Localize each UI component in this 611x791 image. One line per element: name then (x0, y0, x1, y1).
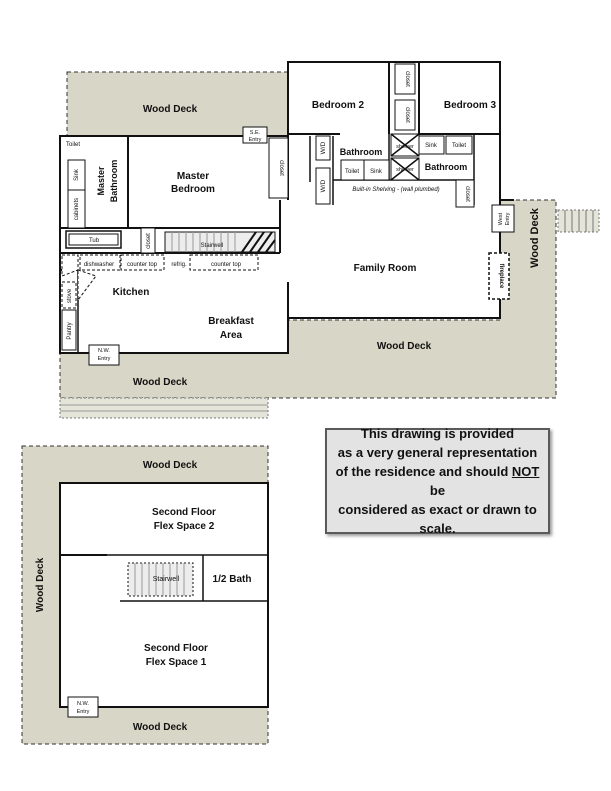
note-line-3-pre: of the residence and should (335, 464, 512, 479)
refrigerator-label: refrig. (171, 262, 187, 268)
tub-label: Tub (88, 238, 100, 244)
bedroom3-closet-label: closet (464, 186, 470, 202)
family-room-label: Family Room (353, 263, 417, 274)
stairwell-floor1 (165, 232, 275, 252)
kitchen-label: Kitchen (112, 287, 150, 298)
flex-space-2-label-1: Second Floor (152, 507, 216, 518)
counter-top-2-label: counter top (210, 262, 242, 268)
south-steps (60, 398, 268, 418)
floor2-wood-deck-bottom-label: Wood Deck (132, 722, 188, 733)
flex-space-2-label-2: Flex Space 2 (153, 521, 215, 532)
counter-top-1-label: counter top (126, 262, 158, 268)
master-bedroom-label-1: Master (176, 171, 210, 182)
disclaimer-note (325, 428, 550, 534)
stairwell-floor2-label: Stairwell (152, 576, 180, 583)
floor2-walls (60, 483, 268, 717)
master-bedroom-label-2: Bedroom (171, 184, 215, 195)
note-line-4: considered as exact or drawn to (338, 502, 537, 517)
bathroom-right-label: Bathroom (424, 162, 468, 172)
built-in-shelving-label: Built-in Shelving - (wall plumbed) (352, 187, 440, 193)
east-steps (558, 210, 599, 232)
note-line-3-post: be (429, 483, 446, 498)
bedroom2-closet-label: closet (404, 71, 410, 87)
bedroom-2-label: Bedroom 2 (311, 100, 365, 111)
bath1-toilet-label: Toilet (344, 169, 360, 175)
bedroom2-closet-b-label: closet (404, 107, 410, 123)
dishwasher-label: dishwasher (83, 262, 115, 268)
master-sink-label: Sink (74, 169, 80, 181)
shower-2-label: shower (396, 167, 414, 173)
fireplace-label: fireplace (498, 263, 504, 289)
note-line-3 (333, 462, 542, 500)
wood-deck-right-label: Wood Deck (529, 208, 541, 268)
se-entry-label-1: S.E. (249, 130, 261, 136)
master-closet-label: closet (278, 160, 284, 176)
wood-deck-bottom-left-label: Wood Deck (132, 377, 188, 388)
wood-deck-top-label: Wood Deck (142, 104, 198, 115)
bath1-sink-label: Sink (370, 169, 382, 175)
west-entry-label-2: Entry (505, 212, 511, 226)
half-bath-label: 1/2 Bath (212, 574, 252, 585)
washer-dryer-1-label: W/D (320, 141, 327, 155)
master-toilet-label: Toilet (65, 142, 81, 148)
floor2-wood-deck-left-label: Wood Deck (35, 557, 46, 613)
note-line-5: scale. (419, 521, 456, 536)
washer-dryer-2-label: W/D (320, 179, 327, 193)
hall-closet-label: closet (146, 233, 152, 249)
floor2-wood-deck-top-label: Wood Deck (142, 460, 198, 471)
se-entry-label-2: Entry (248, 137, 262, 143)
bath2-sink-label: Sink (425, 143, 437, 149)
west-entry-label-1: West (498, 212, 504, 226)
flex-space-1-label-2: Flex Space 1 (145, 657, 207, 668)
nw-entry-label-1: N.W. (98, 348, 110, 354)
stairwell-floor1-label: Stairwell (200, 243, 224, 249)
bedroom-3-label: Bedroom 3 (443, 100, 497, 111)
cabinets-label: cabinets (74, 197, 80, 221)
stove-label: stove (67, 288, 73, 304)
breakfast-area-label-2: Area (219, 330, 243, 341)
floor2-nw-entry-label-1: N.W. (77, 701, 89, 707)
note-line-2: as a very general representation (337, 445, 538, 460)
note-line-3-emphasis: NOT (511, 464, 540, 479)
bath2-toilet-label: Toilet (451, 143, 467, 149)
floor2-nw-entry-label-2: Entry (76, 709, 90, 715)
note-line-1: This drawing is provided (360, 426, 515, 441)
nw-entry-label-2: Entry (97, 356, 111, 362)
pantry-label: Pantry (67, 322, 73, 340)
flex-space-1-label-1: Second Floor (144, 643, 208, 654)
master-bathroom-label-2: Bathroom (109, 159, 119, 203)
bathroom-left-label: Bathroom (339, 147, 383, 157)
wood-deck-bottom-right-label: Wood Deck (376, 341, 432, 352)
master-bathroom-label-1: Master (96, 166, 106, 196)
breakfast-area-label-1: Breakfast (208, 316, 254, 327)
shower-1-label: shower (396, 144, 414, 150)
